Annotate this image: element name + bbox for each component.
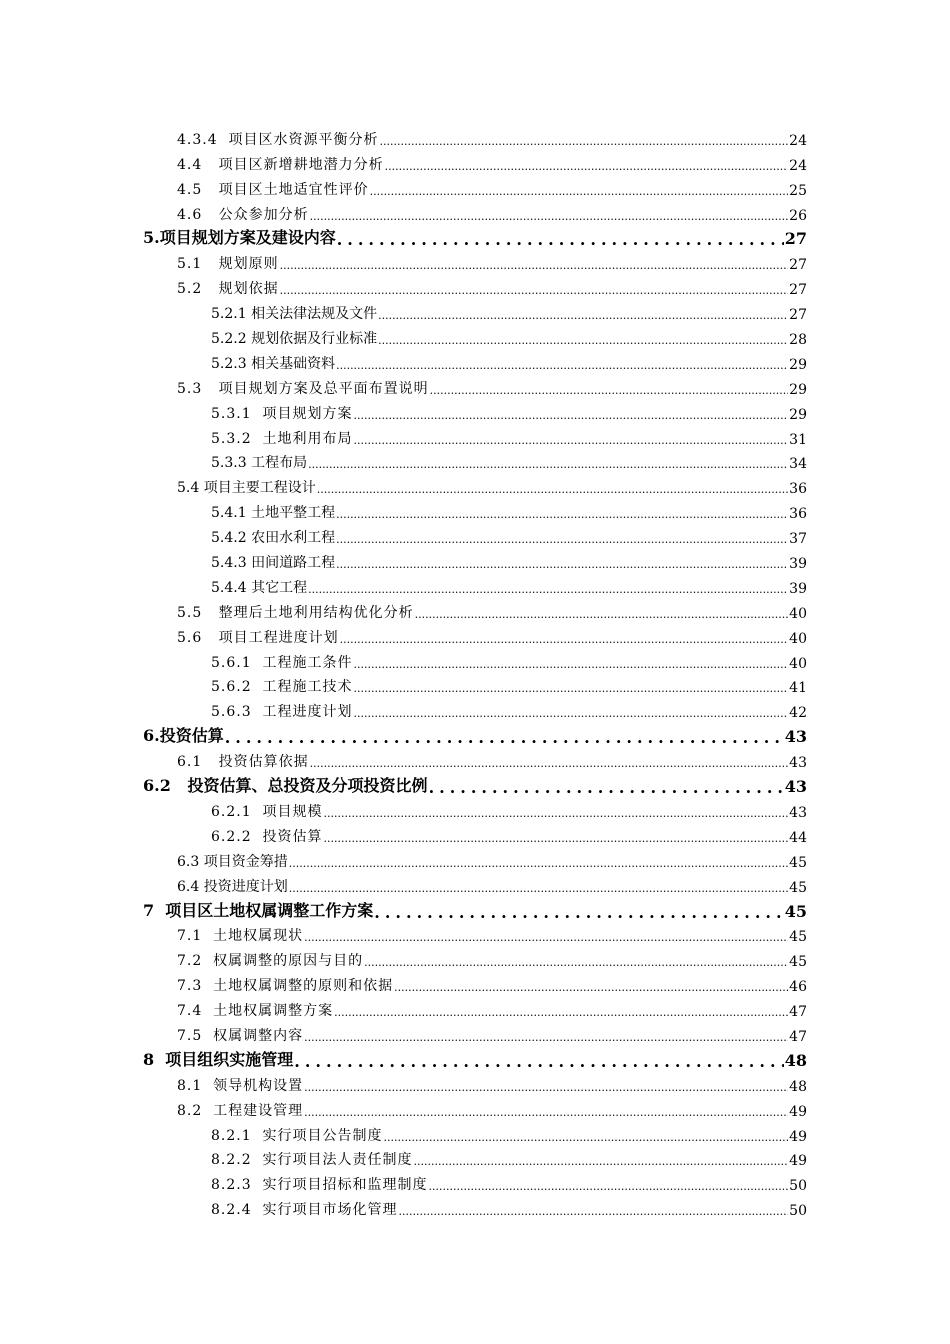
toc-entry[interactable] (0, 373, 950, 398)
toc-leader-dots (385, 160, 789, 171)
toc-entry-page: 39 (789, 580, 807, 597)
toc-entry-page: 41 (789, 680, 807, 697)
toc-leader-dots (378, 334, 788, 345)
toc-entry[interactable] (0, 970, 950, 995)
toc-leader-dots (354, 682, 789, 693)
toc-entry-page: 50 (789, 1203, 807, 1220)
toc-entry[interactable] (0, 846, 950, 871)
toc-entry[interactable] (0, 398, 950, 423)
toc-entry-title: 6.4 投资进度计划 (177, 878, 288, 895)
toc-leader-dots (336, 533, 788, 544)
toc-leader-dots (354, 434, 789, 445)
toc-entry-page: 27 (789, 307, 807, 324)
toc-leader-dots (370, 185, 789, 196)
toc-entry-title: 4.6 公众参加分析 (177, 206, 309, 223)
toc-entry-title: 4.5 项目区土地适宜性评价 (177, 181, 369, 198)
toc-leader-dots (294, 1052, 783, 1068)
toc-entry-title: 7.4 土地权属调整方案 (177, 1003, 334, 1020)
toc-entry-page: 45 (789, 954, 807, 971)
toc-entry-page: 24 (789, 157, 807, 174)
toc-entry-page: 34 (789, 456, 807, 473)
toc-entry-title: 4.3.4 项目区水资源平衡分析 (177, 131, 379, 148)
toc-leader-dots (340, 633, 789, 644)
toc-entry-title: 6.1 投资估算依据 (177, 754, 309, 771)
toc-entry-title: 8.2 工程建设管理 (177, 1102, 304, 1119)
toc-entry[interactable] (0, 547, 950, 572)
toc-entry-page: 50 (789, 1178, 807, 1195)
toc-leader-dots (415, 608, 789, 619)
toc-entry-page: 40 (789, 655, 807, 672)
toc-entry[interactable] (0, 746, 950, 771)
toc-entry-page: 49 (789, 1128, 807, 1145)
toc-leader-dots (430, 384, 789, 395)
toc-entry-page: 48 (784, 1050, 807, 1070)
toc-entry-page: 28 (789, 332, 807, 349)
toc-entry-page: 45 (789, 854, 807, 871)
toc-entry-title: 5.6.3 工程进度计划 (211, 704, 353, 721)
toc-entry-page: 43 (784, 727, 807, 747)
toc-entry-title: 5.2.1 相关法律法规及文件 (211, 306, 378, 323)
toc-entry[interactable] (0, 124, 950, 149)
toc-entry[interactable] (0, 1120, 950, 1145)
toc-entry-title: 8 项目组织实施管理 (143, 1049, 294, 1069)
toc-entry-page: 43 (784, 777, 807, 797)
toc-leader-dots (374, 903, 783, 919)
toc-leader-dots (304, 1106, 788, 1117)
toc-entry-title: 5.3.1 项目规划方案 (211, 405, 353, 422)
toc-entry-title: 6.2.1 项目规模 (211, 803, 323, 820)
toc-chapter-entry[interactable] (0, 721, 950, 746)
toc-entry-page: 43 (789, 755, 807, 772)
toc-entry-page: 47 (789, 1028, 807, 1045)
toc-entry[interactable] (0, 1194, 950, 1219)
toc-entry-page: 26 (789, 207, 807, 224)
toc-leader-dots (384, 1131, 789, 1142)
toc-entry[interactable] (0, 672, 950, 697)
toc-entry-title: 8.2.1 实行项目公告制度 (211, 1127, 383, 1144)
toc-entry-title: 5.2.2 规划依据及行业标准 (211, 331, 378, 348)
toc-entry[interactable] (0, 597, 950, 622)
toc-entry-page: 48 (789, 1078, 807, 1095)
toc-leader-dots (289, 882, 788, 893)
toc-leader-dots (310, 210, 789, 221)
toc-entry[interactable] (0, 348, 950, 373)
toc-entry[interactable] (0, 1169, 950, 1194)
toc-entry-title: 7.2 权属调整的原因与目的 (177, 953, 364, 970)
toc-entry[interactable] (0, 796, 950, 821)
toc-entry-title: 6.3 项目资金筹措 (177, 853, 288, 870)
toc-entry[interactable] (0, 149, 950, 174)
toc-entry-page: 49 (789, 1103, 807, 1120)
toc-entry[interactable] (0, 273, 950, 298)
toc-chapter-entry[interactable] (0, 224, 950, 249)
toc-entry-page: 46 (789, 979, 807, 996)
toc-entry-page: 24 (789, 132, 807, 149)
toc-entry-title: 8.1 领导机构设置 (177, 1077, 304, 1094)
toc-entry[interactable] (0, 448, 950, 473)
toc-entry-page: 31 (789, 431, 807, 448)
toc-entry[interactable] (0, 1070, 950, 1095)
toc-leader-dots (378, 309, 788, 320)
table-of-contents (0, 124, 950, 1219)
toc-entry-page: 43 (789, 804, 807, 821)
toc-entry-title: 5.项目规划方案及建设内容 (143, 228, 336, 248)
toc-entry-page: 45 (789, 929, 807, 946)
toc-entry-title: 7.1 土地权属现状 (177, 928, 304, 945)
toc-entry[interactable] (0, 1095, 950, 1120)
toc-entry-title: 6.2 投资估算、总投资及分项投资比例 (143, 776, 428, 796)
toc-entry-page: 36 (789, 506, 807, 523)
toc-entry-title: 5.4.4 其它工程 (211, 579, 308, 596)
toc-leader-dots (399, 1205, 789, 1216)
toc-entry[interactable] (0, 921, 950, 946)
toc-entry-page: 44 (789, 829, 807, 846)
toc-entry-page: 42 (789, 705, 807, 722)
toc-entry[interactable] (0, 522, 950, 547)
toc-leader-dots (225, 728, 784, 744)
toc-leader-dots (304, 1081, 788, 1092)
toc-entry-page: 27 (789, 257, 807, 274)
toc-entry[interactable] (0, 423, 950, 448)
toc-entry-page: 29 (789, 406, 807, 423)
toc-entry-title: 5.5 整理后土地利用结构优化分析 (177, 604, 414, 621)
toc-entry[interactable] (0, 945, 950, 970)
toc-entry-title: 5.3.2 土地利用布局 (211, 430, 353, 447)
toc-entry[interactable] (0, 871, 950, 896)
toc-leader-dots (310, 757, 789, 768)
toc-leader-dots (336, 508, 788, 519)
toc-entry[interactable] (0, 497, 950, 522)
toc-leader-dots (317, 483, 788, 494)
toc-entry-title: 7 项目区土地权属调整工作方案 (143, 900, 374, 920)
toc-entry-page: 40 (789, 630, 807, 647)
toc-leader-dots (429, 1180, 789, 1191)
toc-entry-title: 5.2 规划依据 (177, 281, 279, 298)
toc-entry-title: 5.2.3 相关基础资料 (211, 355, 336, 372)
toc-entry[interactable] (0, 622, 950, 647)
toc-entry-title: 5.3 项目规划方案及总平面布置说明 (177, 380, 429, 397)
toc-entry-page: 29 (789, 381, 807, 398)
toc-entry-page: 37 (789, 531, 807, 548)
toc-entry-title: 5.4 项目主要工程设计 (177, 480, 316, 497)
toc-entry-page: 45 (784, 901, 807, 921)
toc-entry-title: 5.6.2 工程施工技术 (211, 679, 353, 696)
toc-entry-title: 6.投资估算 (143, 726, 224, 746)
toc-entry-page: 27 (784, 229, 807, 249)
toc-entry[interactable] (0, 1020, 950, 1045)
toc-leader-dots (394, 981, 788, 992)
toc-entry[interactable] (0, 696, 950, 721)
toc-leader-dots (429, 778, 784, 794)
toc-entry-page: 25 (789, 182, 807, 199)
toc-leader-dots (354, 707, 789, 718)
toc-leader-dots (354, 658, 789, 669)
toc-leader-dots (337, 230, 784, 246)
toc-leader-dots (289, 857, 788, 868)
toc-chapter-entry[interactable] (0, 771, 950, 796)
toc-entry[interactable] (0, 995, 950, 1020)
toc-leader-dots (324, 832, 789, 843)
toc-entry-title: 5.6 项目工程进度计划 (177, 629, 339, 646)
toc-entry-title: 8.2.4 实行项目市场化管理 (211, 1202, 398, 1219)
toc-leader-dots (280, 284, 789, 295)
toc-entry-page: 40 (789, 605, 807, 622)
toc-entry-page: 27 (789, 282, 807, 299)
toc-entry-title: 8.2.3 实行项目招标和监理制度 (211, 1177, 428, 1194)
toc-leader-dots (304, 1031, 788, 1042)
toc-leader-dots (324, 807, 789, 818)
toc-leader-dots (280, 259, 789, 270)
toc-leader-dots (380, 135, 789, 146)
toc-entry-title: 5.1 规划原则 (177, 256, 279, 273)
toc-entry-page: 45 (789, 879, 807, 896)
toc-entry-title: 6.2.2 投资估算 (211, 828, 323, 845)
toc-entry-title: 7.5 权属调整内容 (177, 1027, 304, 1044)
toc-leader-dots (308, 583, 788, 594)
toc-entry[interactable] (0, 174, 950, 199)
toc-entry-title: 5.3.3 工程布局 (211, 455, 308, 472)
toc-leader-dots (308, 458, 788, 469)
toc-entry[interactable] (0, 821, 950, 846)
toc-entry-title: 7.3 土地权属调整的原则和依据 (177, 978, 394, 995)
toc-entry-page: 36 (789, 481, 807, 498)
toc-leader-dots (336, 359, 788, 370)
toc-entry-title: 4.4 项目区新增耕地潜力分析 (177, 156, 384, 173)
toc-leader-dots (364, 956, 788, 967)
toc-entry[interactable] (0, 323, 950, 348)
toc-entry[interactable] (0, 472, 950, 497)
toc-entry-page: 29 (789, 356, 807, 373)
toc-entry[interactable] (0, 572, 950, 597)
toc-leader-dots (414, 1155, 789, 1166)
toc-entry[interactable] (0, 199, 950, 224)
toc-entry[interactable] (0, 647, 950, 672)
toc-entry[interactable] (0, 298, 950, 323)
toc-entry-title: 5.6.1 工程施工条件 (211, 654, 353, 671)
toc-entry-page: 49 (789, 1153, 807, 1170)
toc-entry[interactable] (0, 248, 950, 273)
toc-entry-title: 5.4.2 农田水利工程 (211, 530, 336, 547)
toc-entry-title: 5.4.1 土地平整工程 (211, 505, 336, 522)
toc-entry-page: 39 (789, 556, 807, 573)
toc-entry-page: 47 (789, 1004, 807, 1021)
toc-entry-title: 8.2.2 实行项目法人责任制度 (211, 1152, 413, 1169)
toc-leader-dots (354, 409, 789, 420)
toc-leader-dots (304, 931, 788, 942)
toc-entry[interactable] (0, 1145, 950, 1170)
toc-leader-dots (334, 1006, 788, 1017)
toc-chapter-entry[interactable] (0, 896, 950, 921)
toc-entry-title: 5.4.3 田间道路工程 (211, 555, 336, 572)
toc-chapter-entry[interactable] (0, 1045, 950, 1070)
toc-leader-dots (336, 558, 788, 569)
